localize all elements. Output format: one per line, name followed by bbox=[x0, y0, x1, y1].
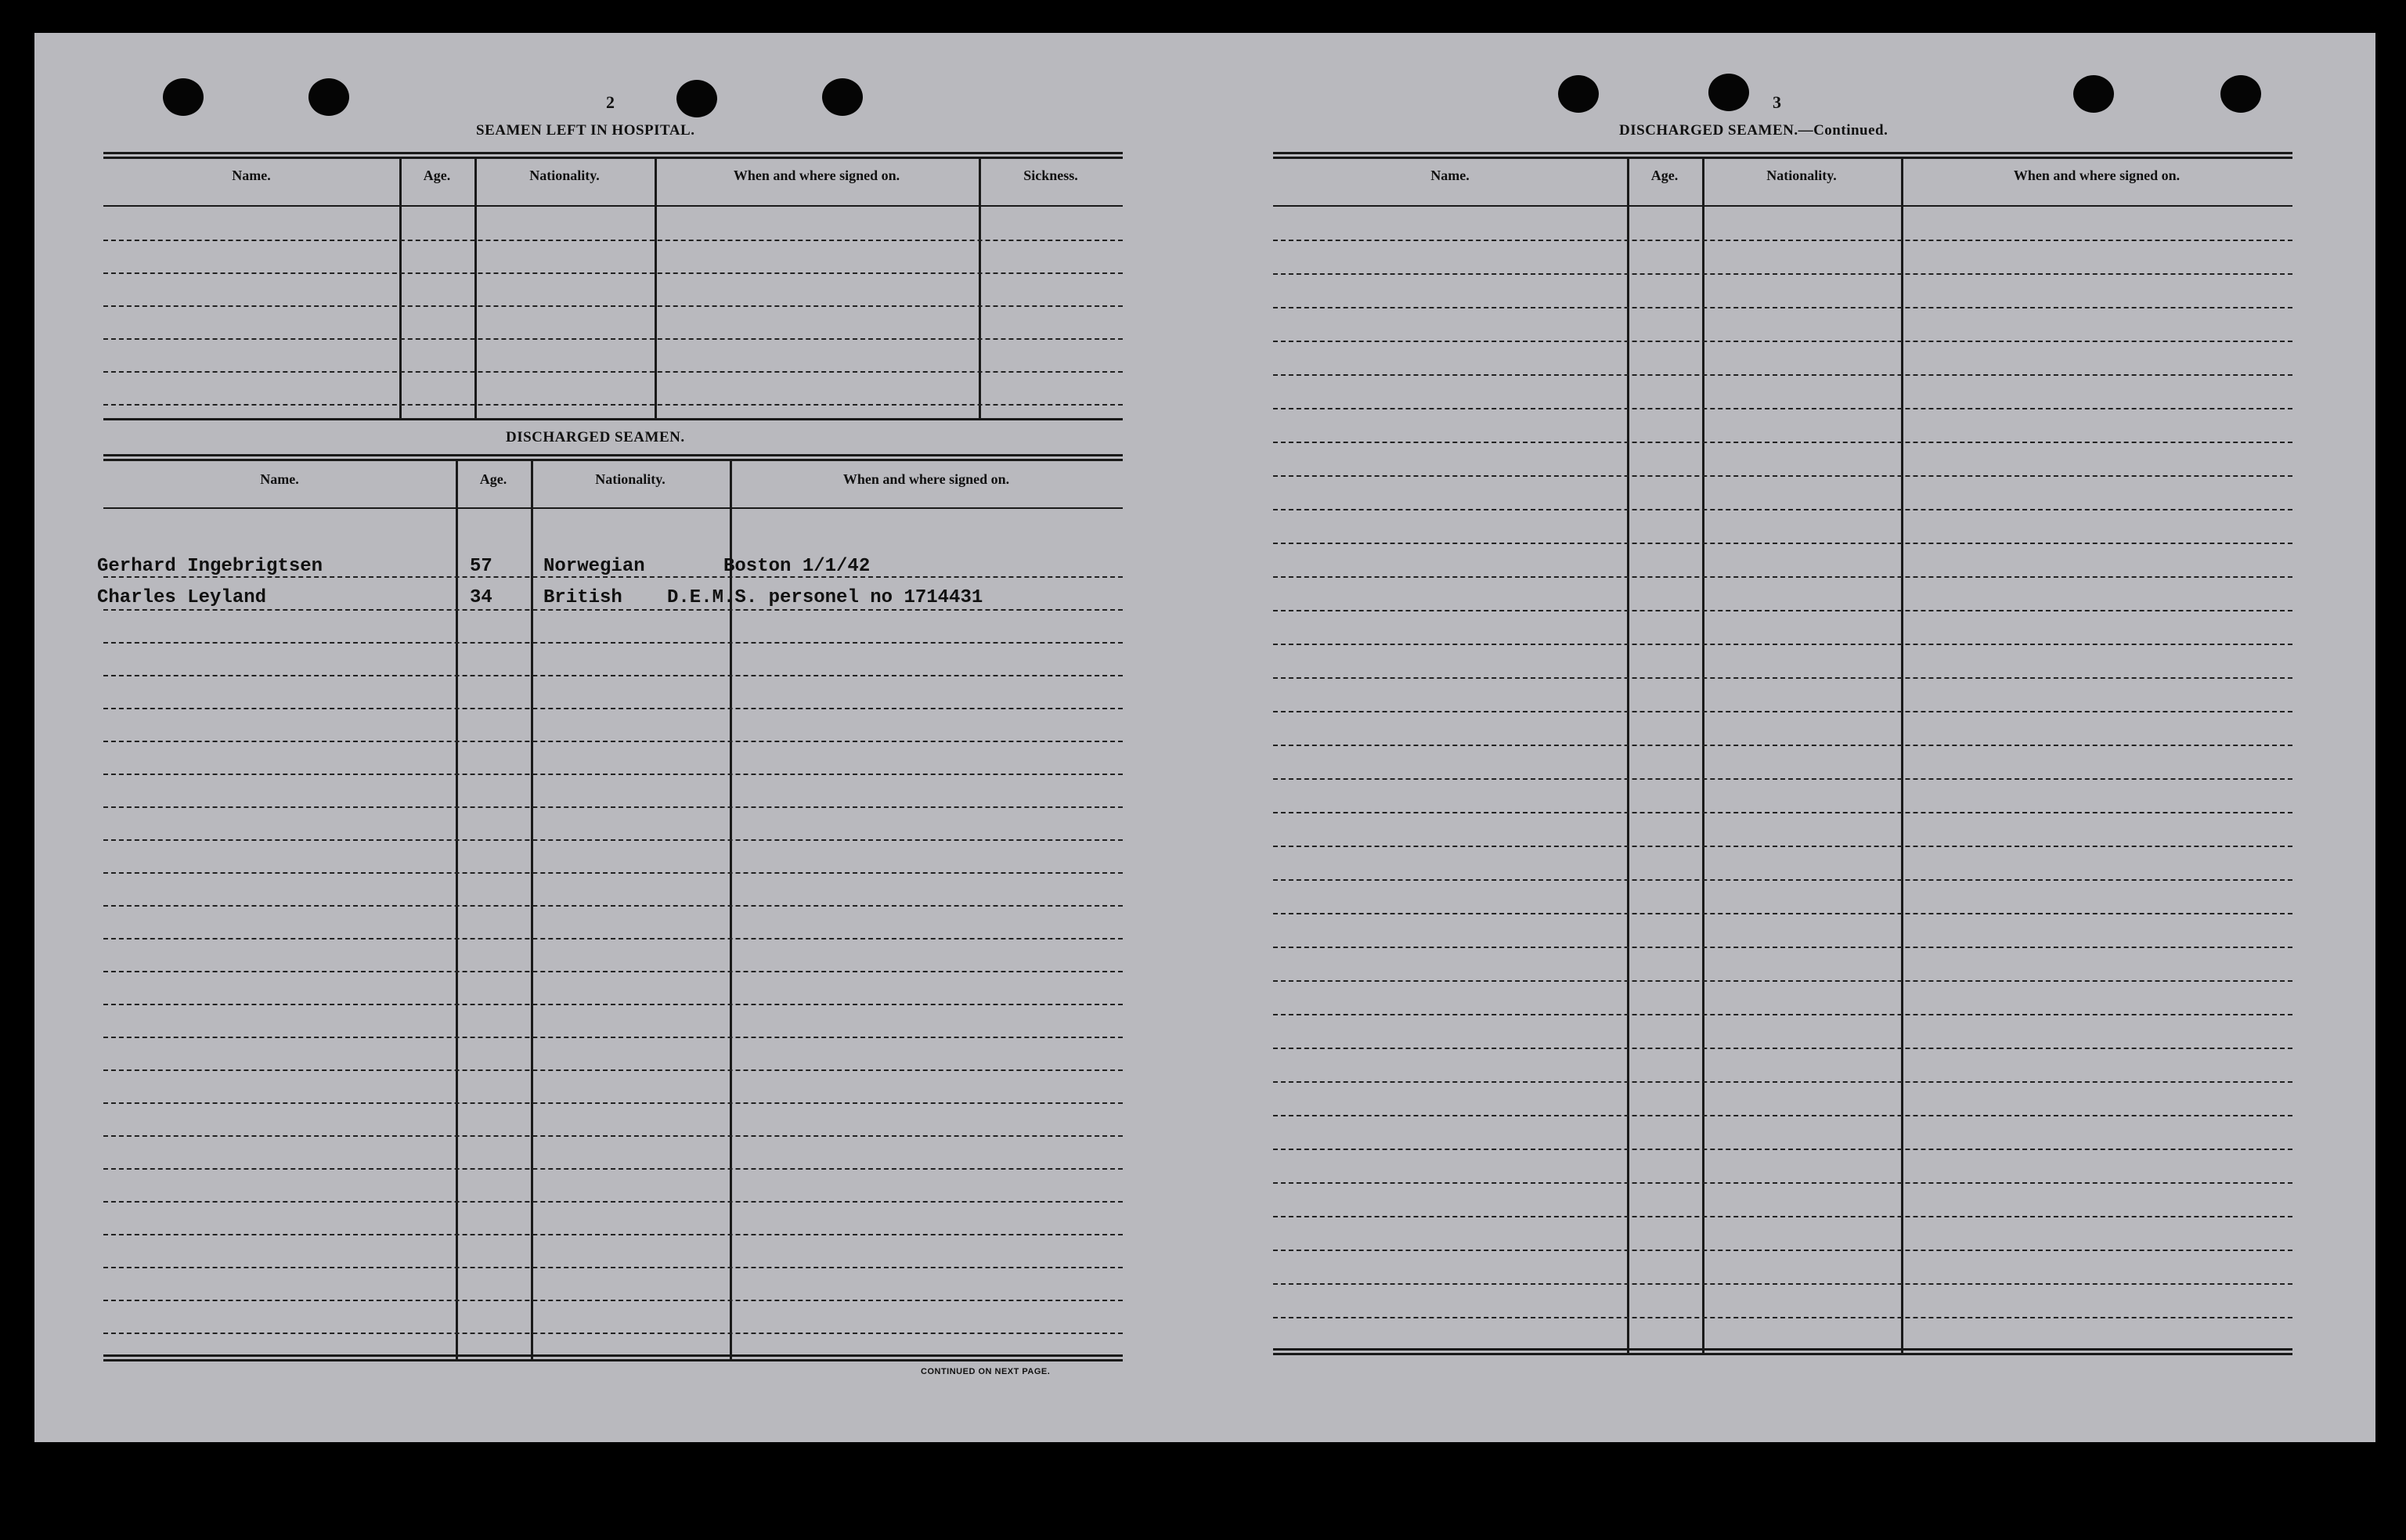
ruled-line bbox=[1273, 1048, 2292, 1049]
ruled-line bbox=[1273, 509, 2292, 510]
register-sheet bbox=[34, 33, 2375, 1442]
ruled-line bbox=[1273, 1081, 2292, 1083]
ruled-line bbox=[1273, 677, 2292, 679]
continued-note: CONTINUED ON NEXT PAGE. bbox=[921, 1367, 1051, 1376]
punch-hole bbox=[1708, 74, 1749, 111]
ruled-line bbox=[1273, 475, 2292, 477]
ruled-line bbox=[1273, 442, 2292, 443]
ruled-line bbox=[103, 338, 1123, 340]
punch-hole bbox=[822, 78, 863, 116]
hospital-section-title: SEAMEN LEFT IN HOSPITAL. bbox=[476, 122, 695, 139]
punch-hole bbox=[163, 78, 204, 116]
ruled-line bbox=[1273, 644, 2292, 645]
ruled-line bbox=[1273, 374, 2292, 376]
col-header-nationality: Nationality. bbox=[1766, 168, 1837, 183]
ruled-line bbox=[103, 609, 1123, 611]
ruled-line bbox=[1273, 1317, 2292, 1318]
ruled-line bbox=[103, 971, 1123, 972]
ruled-line bbox=[1273, 846, 2292, 847]
ruled-line bbox=[103, 1234, 1123, 1235]
punch-hole bbox=[1558, 75, 1599, 113]
col-header-nationality: Nationality. bbox=[595, 471, 666, 487]
page-number-left: 2 bbox=[606, 92, 615, 112]
ruled-line bbox=[1273, 1250, 2292, 1251]
ruled-line bbox=[1273, 576, 2292, 578]
col-header-signed-on: When and where signed on. bbox=[2013, 168, 2181, 183]
ruled-line bbox=[103, 1004, 1123, 1005]
ruled-line bbox=[1273, 711, 2292, 712]
ruled-line bbox=[1273, 812, 2292, 813]
col-header-signed-on: When and where signed on. bbox=[733, 168, 900, 183]
col-header-age: Age. bbox=[1650, 168, 1679, 183]
ruled-line bbox=[103, 305, 1123, 307]
ruled-line bbox=[1273, 913, 2292, 914]
ruled-line bbox=[103, 1135, 1123, 1137]
ruled-line bbox=[103, 1168, 1123, 1170]
ruled-line bbox=[103, 642, 1123, 644]
ruled-line bbox=[103, 708, 1123, 709]
col-header-age: Age. bbox=[423, 168, 451, 183]
col-header-name: Name. bbox=[232, 168, 271, 183]
ruled-line bbox=[103, 774, 1123, 775]
ruled-line bbox=[1273, 1182, 2292, 1184]
ruled-line bbox=[1273, 879, 2292, 881]
seaman-nationality: British bbox=[543, 587, 622, 608]
ruled-line bbox=[1273, 543, 2292, 544]
seaman-name: Gerhard Ingebrigtsen bbox=[97, 556, 323, 577]
continued-section-title: DISCHARGED SEAMEN.—Continued. bbox=[1619, 122, 1888, 139]
ruled-line bbox=[1273, 1283, 2292, 1285]
ruled-line bbox=[103, 576, 1123, 578]
ruled-line bbox=[1273, 240, 2292, 241]
ruled-line bbox=[103, 1037, 1123, 1038]
seaman-signed-on: Boston 1/1/42 bbox=[723, 556, 871, 577]
ruled-line bbox=[103, 240, 1123, 241]
ruled-line bbox=[103, 371, 1123, 373]
ruled-line bbox=[103, 741, 1123, 742]
ruled-line bbox=[103, 1069, 1123, 1071]
ruled-line bbox=[103, 404, 1123, 406]
ruled-line bbox=[1273, 273, 2292, 275]
seaman-name: Charles Leyland bbox=[97, 587, 267, 608]
punch-hole bbox=[676, 80, 717, 117]
ruled-line bbox=[103, 1300, 1123, 1301]
ruled-line bbox=[1273, 610, 2292, 611]
ruled-line bbox=[1273, 307, 2292, 308]
seaman-nationality: Norwegian bbox=[543, 556, 645, 577]
ruled-line bbox=[1273, 341, 2292, 342]
ruled-line bbox=[103, 905, 1123, 907]
ruled-line bbox=[103, 272, 1123, 274]
seaman-signed-on: D.E.M.S. personel no 1714431 bbox=[667, 587, 983, 608]
ruled-line bbox=[1273, 1216, 2292, 1217]
ruled-line bbox=[103, 839, 1123, 841]
ruled-line bbox=[1273, 778, 2292, 780]
col-header-name: Name. bbox=[1430, 168, 1470, 183]
ruled-line bbox=[103, 1201, 1123, 1203]
col-header-age: Age. bbox=[479, 471, 507, 487]
hospital-table bbox=[103, 152, 1123, 449]
punch-hole bbox=[2220, 75, 2261, 113]
discharged-section-title: DISCHARGED SEAMEN. bbox=[506, 429, 685, 445]
ruled-line bbox=[103, 1333, 1123, 1334]
ruled-line bbox=[1273, 408, 2292, 409]
page-number-right: 3 bbox=[1773, 92, 1781, 112]
ruled-line bbox=[103, 1267, 1123, 1268]
ruled-line bbox=[1273, 1115, 2292, 1116]
seaman-age: 57 bbox=[470, 556, 492, 577]
ruled-line bbox=[103, 872, 1123, 874]
ruled-line bbox=[1273, 745, 2292, 746]
col-header-sickness: Sickness. bbox=[1023, 168, 1078, 183]
ruled-line bbox=[1273, 1014, 2292, 1015]
punch-hole bbox=[308, 78, 349, 116]
seaman-age: 34 bbox=[470, 587, 492, 608]
ruled-line bbox=[103, 1102, 1123, 1104]
ruled-line bbox=[1273, 980, 2292, 982]
ruled-line bbox=[1273, 947, 2292, 948]
col-header-signed-on: When and where signed on. bbox=[842, 471, 1010, 487]
ruled-line bbox=[103, 675, 1123, 676]
ruled-line bbox=[103, 806, 1123, 808]
discharged-table bbox=[97, 454, 1123, 1394]
discharged-continued-table bbox=[1273, 152, 2292, 1405]
ruled-line bbox=[1273, 1149, 2292, 1150]
punch-hole bbox=[2073, 75, 2114, 113]
col-header-nationality: Nationality. bbox=[529, 168, 600, 183]
ruled-line bbox=[103, 938, 1123, 940]
col-header-name: Name. bbox=[260, 471, 299, 487]
